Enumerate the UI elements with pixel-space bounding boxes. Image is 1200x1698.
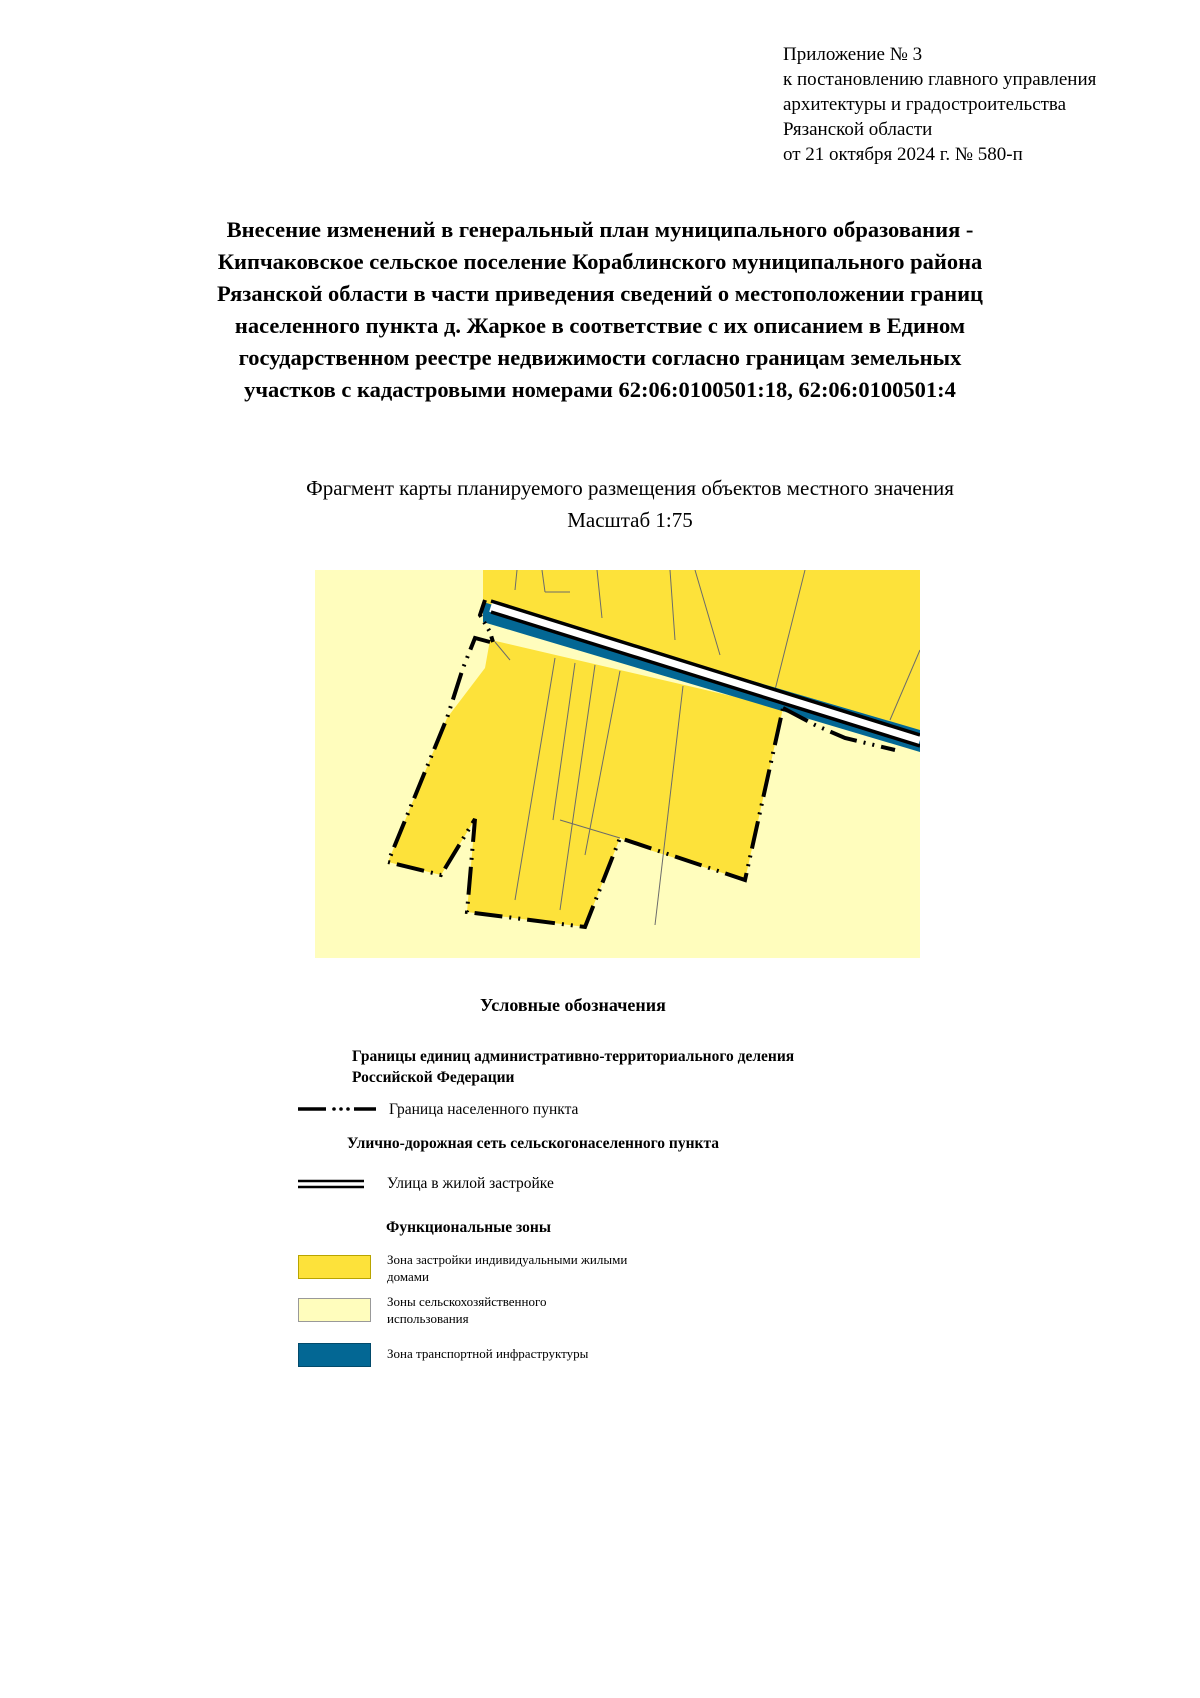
document-title — [90, 214, 1110, 406]
legend-group-zones: Функциональные зоны — [386, 1219, 551, 1236]
map-caption: Фрагмент карты планируемого размещения объектов местного значения — [306, 476, 954, 500]
title-line-2: Кипчаковское сельское поселение Кораблинского муниципального района — [217, 249, 983, 274]
transport-zone-swatch — [298, 1343, 371, 1367]
map-scale: Масштаб 1:75 — [567, 508, 693, 532]
legend-street-label: Улица в жилой застройке — [387, 1175, 554, 1192]
map-caption-block — [150, 472, 1110, 536]
agricultural-zone-swatch — [298, 1298, 371, 1322]
legend-title: Условные обозначения — [480, 995, 666, 1015]
annex-line-1: Приложение № 3 — [783, 44, 923, 65]
title-line-1: Внесение изменений в генеральный план муниципального образования - — [226, 217, 974, 242]
legend-group-roads: Улично-дорожная сеть сельскогонаселенного пункта — [347, 1135, 720, 1152]
boundary-symbol — [298, 1104, 378, 1114]
title-line-3: Рязанской области в части приведения сведений о местоположении границ — [216, 281, 984, 306]
annex-line-4: Рязанской области — [783, 119, 933, 140]
legend-residential-label: Зона застройки индивидуальными жилыми домами — [387, 1252, 628, 1284]
annex-header — [783, 42, 1096, 167]
legend-group-admin: Границы единиц административно-территориального деления Российской Федерации — [352, 1048, 795, 1086]
annex-line-3: архитектуры и градостроительства — [783, 94, 1067, 115]
legend-agricultural-label: Зоны сельскохозяйственного использования — [387, 1294, 547, 1326]
annex-line-2: к постановлению главного управления — [783, 69, 1097, 90]
title-line-6: участков с кадастровыми номерами 62:06:0100501:18, 62:06:0100501:4 — [244, 377, 956, 402]
title-line-5: государственном реестре недвижимости согласно границам земельных — [238, 345, 962, 370]
legend-boundary-label: Граница населенного пункта — [389, 1101, 579, 1118]
map-fragment — [315, 570, 920, 958]
legend-transport-label: Зона транспортной инфраструктуры — [387, 1346, 589, 1361]
annex-line-5: от 21 октября 2024 г. № 580-п — [783, 144, 1023, 165]
title-line-4: населенного пункта д. Жаркое в соответствие с их описанием в Едином — [234, 313, 966, 338]
residential-zone-swatch — [298, 1255, 371, 1279]
street-symbol — [298, 1178, 364, 1190]
